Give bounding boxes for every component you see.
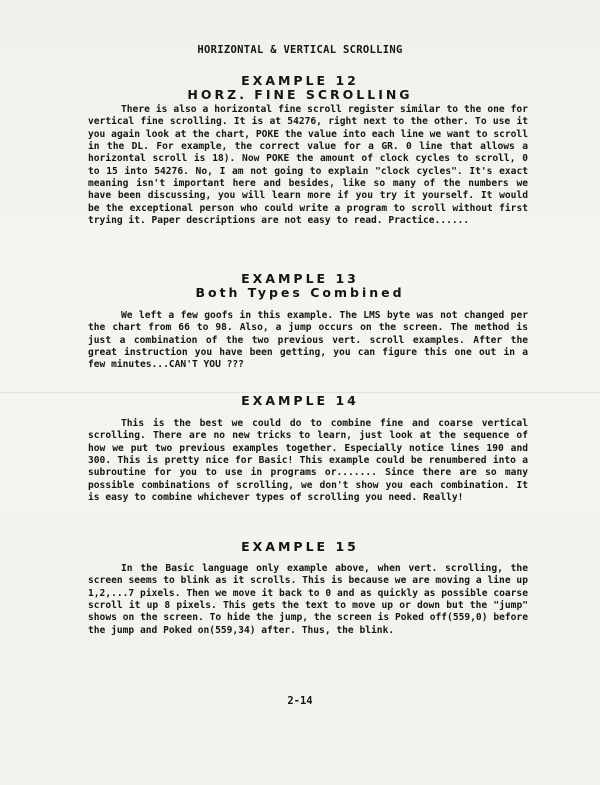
example-14-body: This is the best we could do to combine fine and coarse vertical scrolling. There are no new tricks to learn, just look at the sequence of how we put two previous examples together. Especially notice lines 190 and 300. This is pretty nice for Basic! This example could be renumbered into a subroutine for you to use in programs or....... Since there are so many possible combinations of scrolling, we don't show you each combination. It is easy to combine whichever types of scrolling you need. Really! [88,418,528,504]
example-12-title: EXAMPLE 12 [241,73,359,88]
example-12-body: There is also a horizontal fine scroll register similar to the one for vertical fine scrolling. It is at 54276, right next to the other. To use it you again look at the chart, POKE the value into each line we want to scroll in the DL. For example, the correct value for a GR. 0 line that allows a horizontal scroll is 18). Now POKE the amount of clock cycles to scroll, 0 to 15 into 54276. No, I am not going to explain "clock cycles". It's exact meaning isn't important here and besides, like so many of the numbers we have been discussing, you will learn more if you try it yourself. It would be the exceptional person who could write a program to scroll without first trying it. Paper descriptions are not easy to read. Practice...... [88,104,528,227]
example-12-subtitle: HORZ. FINE SCROLLING [187,87,413,102]
page-number: 2-14 [287,695,313,707]
example-13-title: EXAMPLE 13 [241,271,359,286]
example-15-body: In the Basic language only example above, when vert. scrolling, the screen seems to blink as it scrolls. This is because we are moving a line up 1,2,...7 pixels. Then we move it back to 0 and as quickly as possible coarse scroll it up 8 pixels. This gets the text to move up or down but the "jump" shows on the screen. To hide the jump, the screen is Poked off(559,0) before the jump and Poked on(559,34) after. Thus, the blink. [88,563,528,636]
example-14-title: EXAMPLE 14 [241,393,359,408]
running-header: HORIZONTAL & VERTICAL SCROLLING [197,44,403,56]
example-13-body: We left a few goofs in this example. The LMS byte was not changed per the chart from 66 to 98. Also, a jump occurs on the screen. The method is just a combination of the two previous vert. scroll examples. After the great instruction you have been getting, you can figure this one out in a few minutes...CAN'T YOU ??? [88,310,528,371]
example-13-subtitle: Both Types Combined [195,285,405,300]
example-15-title: EXAMPLE 15 [241,539,359,554]
